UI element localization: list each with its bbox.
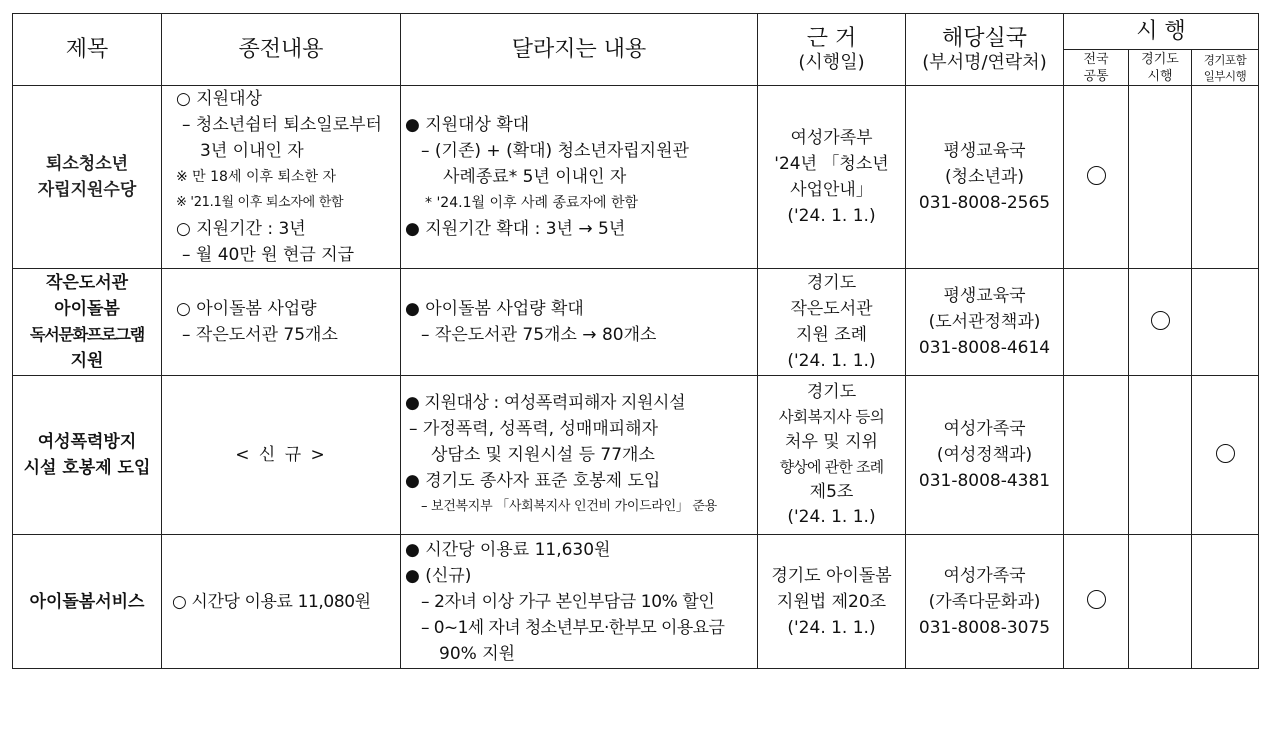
- exec-gg-cell: [1129, 86, 1192, 269]
- row-basis-line: 사업안내」: [790, 180, 873, 200]
- row-basis-line: 지원 조례: [795, 325, 868, 345]
- header-exec-gg-1: 경기도: [1141, 51, 1179, 67]
- row-dept-phone: 031-8008-2565: [918, 193, 1051, 213]
- exec-gg-cell: [1129, 269, 1192, 376]
- header-basis: [758, 14, 906, 86]
- row-after-line: ● (신규): [405, 565, 472, 586]
- row-after-line: ● 지원기간 확대 : 3년 → 5년: [405, 219, 626, 239]
- row-after-line: – 작은도서관 75개소 → 80개소: [421, 325, 657, 345]
- exec-partial-cell: [1192, 269, 1259, 376]
- row-title-line: 아이돌봄서비스: [29, 591, 145, 612]
- row-dept-line: 여성가족국: [943, 419, 1026, 439]
- exec-gg-cell: [1129, 535, 1192, 669]
- row-after-line: ● 지원대상 확대: [405, 115, 530, 135]
- row-dept-line: (청소년과): [945, 167, 1024, 187]
- exec-national-cell: [1064, 376, 1129, 535]
- header-after: 달라지는 내용: [401, 14, 758, 86]
- row-after-line: ● 아이돌봄 사업량 확대: [405, 299, 584, 319]
- row-dept-line: (도서관정책과): [928, 312, 1041, 332]
- row-title-line: 퇴소청소년: [45, 154, 129, 174]
- table-row: [13, 86, 1259, 269]
- row-dept: [906, 376, 1064, 535]
- row-dept-line: (여성정책과): [936, 445, 1033, 465]
- row-basis-line: 사회복지사 등의: [778, 408, 885, 426]
- row-basis-line: 여성가족부: [790, 128, 873, 148]
- row-before: [162, 376, 401, 535]
- exec-gg-cell: [1129, 376, 1192, 535]
- row-before: [162, 269, 401, 376]
- row-basis-line: 지원법 제20조: [776, 591, 887, 612]
- row-dept-line: 평생교육국: [943, 141, 1026, 161]
- row-basis-line: ('24. 1. 1.): [787, 617, 876, 638]
- row-dept: [906, 86, 1064, 269]
- exec-partial-cell: [1192, 376, 1259, 535]
- circle-mark-icon: [1151, 311, 1170, 330]
- header-basis-line2: (시행일): [798, 51, 865, 73]
- row-after-line: 사례종료* 5년 이내인 자: [443, 167, 627, 187]
- row-basis-line: 처우 및 지위: [785, 432, 878, 452]
- row-title-line: 시설 호봉제 도입: [23, 458, 151, 478]
- row-after: [401, 535, 758, 669]
- row-basis: [758, 269, 906, 376]
- row-title-line: 아이돌봄: [54, 299, 120, 319]
- header-exec-national-2: 공통: [1083, 68, 1109, 84]
- row-title-line: 여성폭력방지: [37, 432, 137, 452]
- row-after-line: – 0~1세 자녀 청소년부모·한부모 이용요금: [421, 617, 725, 638]
- row-before-note: ※ 만 18세 이후 퇴소한 자: [176, 169, 336, 185]
- row-title: [13, 269, 162, 376]
- row-before-line: – 청소년쉼터 퇴소일로부터: [182, 115, 382, 135]
- header-dept-line2: (부서명/연락처): [922, 51, 1047, 73]
- row-basis-line: 경기도: [806, 273, 857, 293]
- header-exec: 시 행: [1064, 14, 1259, 50]
- circle-mark-icon: [1087, 590, 1106, 609]
- row-after-note: – 보건복지부 「사회복지사 인건비 가이드라인」 준용: [421, 499, 717, 514]
- row-after-note: * '24.1월 이후 사례 종료자에 한함: [425, 195, 639, 211]
- row-basis-line: ('24. 1. 1.): [787, 507, 876, 527]
- row-dept: [906, 269, 1064, 376]
- row-before-line: 3년 이내인 자: [200, 141, 304, 161]
- row-basis-line: 제5조: [809, 482, 854, 502]
- header-basis-line1: 근 거: [806, 25, 857, 51]
- row-after-line: – 2자녀 이상 가구 본인부담금 10% 할인: [421, 591, 715, 612]
- row-dept-phone: 031-8008-4614: [918, 338, 1051, 358]
- row-after-line: – 가정폭력, 성폭력, 성매매피해자: [409, 419, 659, 439]
- row-basis-line: 향상에 관한 조례: [779, 458, 884, 476]
- row-basis: [758, 535, 906, 669]
- table-row: [13, 269, 1259, 376]
- row-after-line: – (기존) + (확대) 청소년자립지원관: [421, 141, 689, 161]
- header-exec-gg: [1129, 50, 1192, 86]
- row-before: [162, 86, 401, 269]
- row-basis: [758, 86, 906, 269]
- row-basis-line: ('24. 1. 1.): [787, 206, 876, 226]
- header-title: 제목: [13, 14, 162, 86]
- table-row: [13, 535, 1259, 669]
- row-before-line: – 월 40만 원 현금 지급: [182, 245, 355, 265]
- row-basis-line: '24년 「청소년: [774, 154, 889, 174]
- row-dept-phone: 031-8008-4381: [918, 471, 1051, 491]
- row-after: [401, 86, 758, 269]
- exec-partial-cell: [1192, 86, 1259, 269]
- exec-national-cell: [1064, 269, 1129, 376]
- row-title-line: 독서문화프로그램: [29, 325, 145, 344]
- exec-national-cell: [1064, 86, 1129, 269]
- row-before-line: < 신 규 >: [235, 445, 327, 465]
- row-title: [13, 535, 162, 669]
- header-before: 종전내용: [162, 14, 401, 86]
- row-title-line: 자립지원수당: [37, 180, 137, 200]
- row-basis: [758, 376, 906, 535]
- row-after-line: ● 경기도 종사자 표준 호봉제 도입: [405, 471, 661, 491]
- row-basis-line: ('24. 1. 1.): [787, 351, 876, 371]
- row-title-line: 작은도서관: [45, 273, 129, 293]
- header-exec-partial: [1192, 50, 1259, 86]
- row-after: [401, 376, 758, 535]
- row-dept-line: 평생교육국: [943, 286, 1026, 306]
- header-exec-partial-2: 일부시행: [1203, 68, 1247, 83]
- row-basis-line: 경기도 아이돌봄: [771, 565, 892, 586]
- row-before-line: ○ 지원대상: [176, 89, 262, 109]
- row-after-line: ● 지원대상 : 여성폭력피해자 지원시설: [405, 393, 686, 413]
- circle-mark-icon: [1087, 166, 1106, 185]
- header-exec-gg-2: 시행: [1147, 68, 1173, 84]
- row-dept-phone: 031-8008-3075: [918, 617, 1051, 638]
- row-before-line: ○ 아이돌봄 사업량: [176, 299, 317, 319]
- policy-change-table: [12, 13, 1259, 669]
- exec-national-cell: [1064, 535, 1129, 669]
- row-basis-line: 작은도서관: [790, 299, 873, 319]
- header-exec-partial-1: 경기포함: [1203, 52, 1247, 67]
- row-basis-line: 경기도: [806, 382, 857, 402]
- row-before-note: ※ '21.1월 이후 퇴소자에 한함: [176, 195, 344, 210]
- row-after-line: 상담소 및 지원시설 등 77개소: [431, 445, 655, 465]
- row-before-line: ○ 시간당 이용료 11,080원: [172, 591, 371, 612]
- row-before: [162, 535, 401, 669]
- row-title: [13, 376, 162, 535]
- row-after-line: 90% 지원: [439, 643, 516, 664]
- header-dept-line1: 해당실국: [941, 25, 1027, 51]
- row-after-line: ● 시간당 이용료 11,630원: [405, 539, 611, 560]
- row-title-line: 지원: [70, 351, 104, 371]
- circle-mark-icon: [1216, 444, 1235, 463]
- header-dept: [906, 14, 1064, 86]
- row-title: [13, 86, 162, 269]
- row-dept-line: (가족다문화과): [928, 591, 1041, 612]
- row-dept-line: 여성가족국: [943, 565, 1026, 586]
- table-row: [13, 376, 1259, 535]
- header-exec-national-1: 전국: [1083, 51, 1109, 67]
- exec-partial-cell: [1192, 535, 1259, 669]
- row-before-line: ○ 지원기간 : 3년: [176, 219, 306, 239]
- header-exec-national: [1064, 50, 1129, 86]
- row-dept: [906, 535, 1064, 669]
- row-after: [401, 269, 758, 376]
- row-before-line: – 작은도서관 75개소: [182, 325, 338, 345]
